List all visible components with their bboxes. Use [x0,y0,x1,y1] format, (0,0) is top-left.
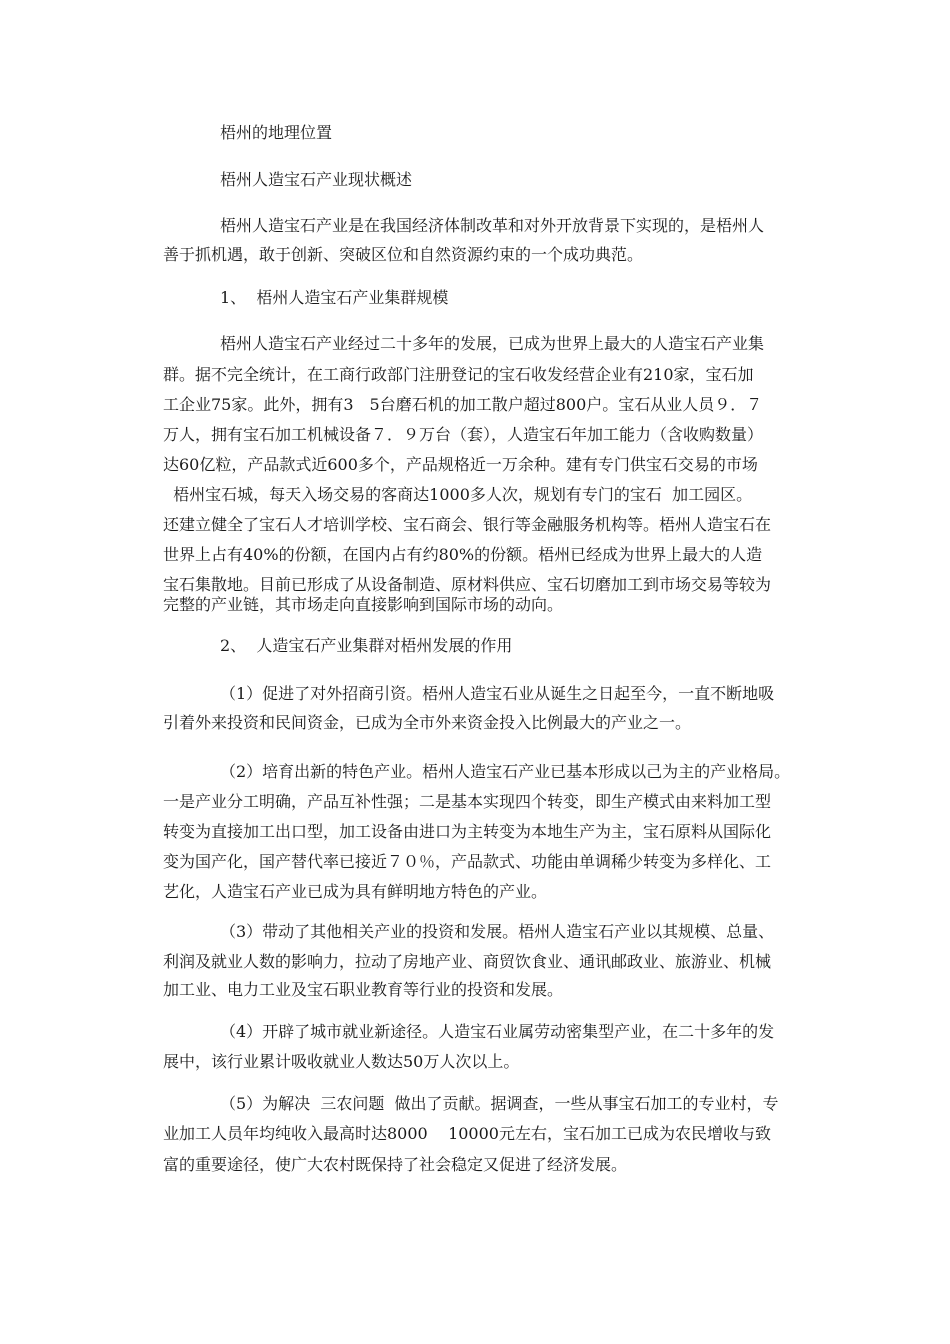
section-1-line: 群。据不完全统计，在工商行政部门注册登记的宝石收发经营企业有210家，宝石加 [163,365,754,384]
point-2-line: 艺化，人造宝石产业已成为具有鲜明地方特色的产业。 [163,882,548,901]
point-4-line: 展中，该行业累计吸收就业人数达50万人次以上。 [163,1052,520,1071]
point-3-line: （3）带动了其他相关产业的投资和发展。梧州人造宝石产业以其规模、总量、 [220,922,775,941]
intro-line: 善于抓机遇，敢于创新、突破区位和自然资源约束的一个成功典范。 [163,245,644,264]
point-3-line: 利润及就业人数的影响力，拉动了房地产业、商贸饮食业、通讯邮政业、旅游业、机械 [163,952,772,971]
point-2-line: 一是产业分工明确，产品互补性强；二是基本实现四个转变，即生产模式由来料加工型 [163,792,772,811]
section-1-line: 工企业75家。此外，拥有3 5台磨石机的加工散户超过800户。宝石从业人员９．７ [163,395,763,414]
section-1-line: 完整的产业链，其市场走向直接影响到国际市场的动向。 [163,595,564,614]
section-1-line: 宝石集散地。目前已形成了从设备制造、原材料供应、宝石切磨加工到市场交易等较为 [163,575,772,594]
point-5-line: （5）为解决 三农问题 做出了贡献。据调查，一些从事宝石加工的专业村，专 [220,1094,779,1113]
heading-industry-overview: 梧州人造宝石产业现状概述 [220,170,413,189]
heading-geographic-location: 梧州的地理位置 [220,123,333,142]
section-2-title: 2、 人造宝石产业集群对梧州发展的作用 [220,636,513,655]
point-2-line: （2）培育出新的特色产业。梧州人造宝石产业已基本形成以己为主的产业格局。 [220,762,791,781]
point-1-line: 引着外来投资和民间资金，已成为全市外来资金投入比例最大的产业之一。 [163,713,692,732]
section-1-line: 世界上占有40%的份额，在国内占有约80%的份额。梧州已经成为世界上最大的人造 [163,545,763,564]
section-1-line: 还建立健全了宝石人才培训学校、宝石商会、银行等金融服务机构等。梧州人造宝石在 [163,515,772,534]
point-4-line: （4）开辟了城市就业新途径。人造宝石业属劳动密集型产业，在二十多年的发 [220,1022,775,1041]
section-1-line: 达60亿粒，产品款式近600多个，产品规格近一万余种。建有专门供宝石交易的市场 [163,455,758,474]
point-5-line: 富的重要途径，使广大农村既保持了社会稳定又促进了经济发展。 [163,1155,628,1174]
section-1-line: 梧州人造宝石产业经过二十多年的发展，已成为世界上最大的人造宝石产业集 [220,334,765,353]
section-1-line: 梧州宝石城，每天入场交易的客商达1000多人次，规划有专门的宝石 加工园区。 [163,485,753,504]
point-2-line: 转变为直接加工出口型，加工设备由进口为主转变为本地生产为主，宝石原料从国际化 [163,822,772,841]
point-5-line: 业加工人员年均纯收入最高时达8000 10000元左右，宝石加工已成为农民增收与致 [163,1124,771,1143]
point-3-line: 加工业、电力工业及宝石职业教育等行业的投资和发展。 [163,980,564,999]
section-1-title: 1、 梧州人造宝石产业集群规模 [220,288,449,307]
point-1-line: （1）促进了对外招商引资。梧州人造宝石业从诞生之日起至今，一直不断地吸 [220,684,775,703]
point-2-line: 变为国产化，国产替代率已接近７０％，产品款式、功能由单调稀少转变为多样化、工 [163,852,772,871]
intro-line: 梧州人造宝石产业是在我国经济体制改革和对外开放背景下实现的，是梧州人 [220,216,765,235]
section-1-line: 万人，拥有宝石加工机械设备７．９万台（套），人造宝石年加工能力（含收购数量） [163,425,764,444]
